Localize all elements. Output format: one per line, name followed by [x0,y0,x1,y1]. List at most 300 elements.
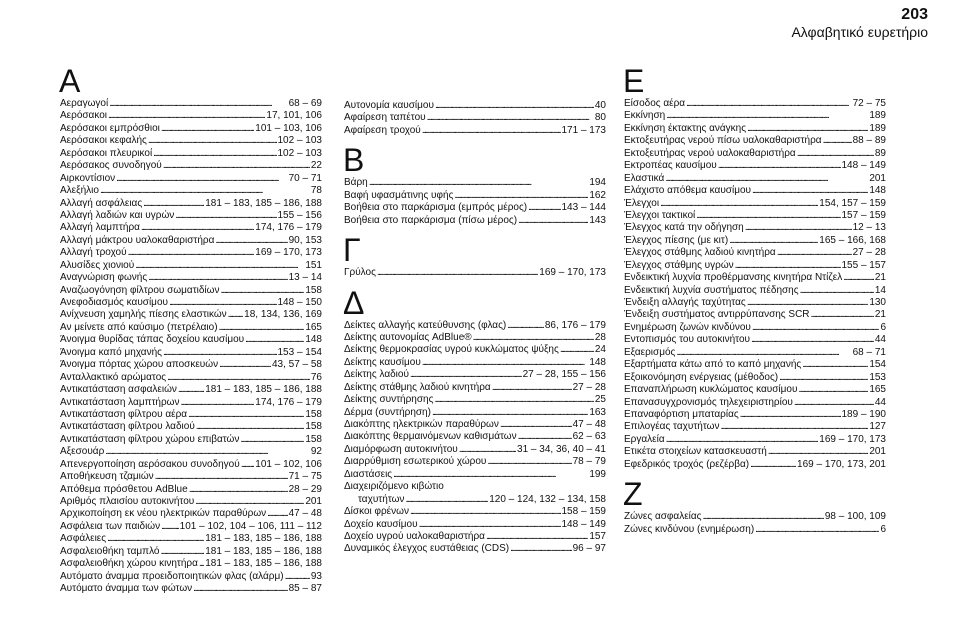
index-entry [60,421,322,433]
index-entry-pages: 102 – 103 [277,147,322,159]
dot-leader [811,309,874,321]
index-entry [344,267,606,279]
dot-leader [720,421,868,433]
index-entry-term: Αυτόματο άναμμα των φώτων [60,583,193,595]
index-entry [624,446,886,458]
index-entry [60,359,322,371]
dot-leader [802,359,868,371]
index-entry [60,558,322,570]
index-entry-pages: 151 [305,259,322,271]
dot-leader [702,511,823,523]
index-entry [344,100,606,112]
dot-leader [105,446,310,458]
index-entry-pages: 18, 134, 136, 169 [244,309,322,321]
index-entry [344,469,606,481]
index-entry [60,148,322,160]
index-entry-term: Εκτροπέας καυσίμου [624,160,717,172]
index-entry-term: Εντοπισμός του αυτοκινήτου [624,334,750,346]
index-entry-term: Εφεδρικός τροχός (ρεζέρβα) [624,458,750,470]
index-entry-term: Εξαρτήματα κάτω από το καπό μηχανής [624,359,802,371]
dot-leader [393,469,588,481]
index-entry [344,382,606,394]
index-entry-term: Ανίχνευση χαμηλής πίεσης ελαστικών [60,309,227,321]
index-entry [344,394,606,406]
index-entry [624,98,886,110]
index-entry-term: Ετικέτα στοιχείων κατασκευαστή [624,446,767,458]
index-entry-term: Δείκτης θερμοκρασίας υγρού κυκλώματος ψύξης [344,344,559,356]
dot-leader [518,431,572,443]
index-entry-pages: 158 [305,284,322,296]
index-letter-heading: Z [623,476,643,513]
index-entry-pages: 101 – 102, 106 [255,458,322,470]
index-entry-term: Βαφή υφασμάτινης υφής [344,189,454,201]
index-entry [60,347,322,359]
dot-leader [843,272,874,284]
index-entry-term: Αυτόματο άναμμα προειδοποιητικών φλας (αλάρμ) [60,570,284,582]
index-entry [60,173,322,185]
index-entry-term: Δοχείο υγρού υαλοκαθαριστήρα [344,530,485,542]
index-entry [624,222,886,234]
index-entry [60,285,322,297]
index-entry-pages: 165 – 166, 168 [819,234,886,246]
index-entry [60,334,322,346]
dot-leader [219,322,305,334]
index-entry [624,247,886,259]
dot-leader [196,421,305,433]
dot-leader [267,508,288,520]
index-entry-pages: 169 – 170, 173 [539,267,606,279]
index-entry [624,285,886,297]
index-entry-pages: 44 [874,396,886,408]
index-entry [624,322,886,334]
index-entry-term: Αλλαγή τροχού [60,247,127,259]
dot-leader [768,446,869,458]
index-entry-pages: 158 – 159 [561,506,606,518]
index-entry [344,481,606,493]
index-entry-pages: 143 [589,214,606,226]
index-entry-term: Ένδειξη συστήματος αντιρρύπανσης SCR [624,309,810,321]
index-letter-heading: Γ [343,232,361,269]
index-entry-term: Αφαίρεση τροχού [344,124,421,136]
dot-leader [686,98,852,110]
index-entry-term: Βάρη [344,177,368,189]
dot-leader [369,177,589,189]
index-entry [344,407,606,419]
index-entry-pages: 98 – 100, 109 [824,511,886,523]
index-entry-term: Γρύλος [344,267,376,279]
index-entry-term: Δείκτης καυσίμου [344,356,421,368]
dot-leader [377,267,538,279]
index-entry-pages: 169 – 170, 173 [255,247,322,259]
index-entry-pages: 28 – 29 [288,483,322,495]
index-entry-term: Εξαερισμός [624,346,676,358]
index-entry-term: Αερόσακοι κεφαλής [60,135,147,147]
index-entry-pages: 148 [869,185,886,197]
index-entry-term: Εξοικονόμηση ενέργειας (μέθοδος) [624,371,779,383]
index-entry-pages: 14 [874,284,886,296]
dot-leader [750,459,796,471]
dot-leader [560,344,594,356]
dot-leader [107,533,204,545]
dot-leader [169,297,277,309]
index-entry [60,583,322,595]
dot-leader [500,419,572,431]
index-entry-pages: 68 – 69 [288,98,322,109]
index-entry-pages: 68 – 71 [852,346,886,358]
index-entry-pages: 171 – 173 [561,124,606,136]
index-entry-pages: 165 [869,384,886,396]
index-entry-pages: 143 – 144 [561,202,606,214]
dot-leader [751,334,874,346]
index-entry [624,148,886,160]
index-entry-pages: 80 [594,112,606,124]
dot-leader [419,519,561,531]
index-entry-term: Δείκτες αλλαγής κατεύθυνσης (φλας) [344,319,507,331]
index-entry-term: Άνοιγμα καπό μηχανής [60,346,162,358]
index-entry-term: Ενημέρωση ζωνών κινδύνου [624,321,751,333]
index-entry-pages: 13 – 14 [288,272,322,284]
dot-leader [135,260,304,272]
index-entry [60,322,322,334]
index-entry-term: Ασφάλειες [60,533,107,545]
index-entry-term: Αναζωογόνηση φίλτρου σωματιδίων [60,284,220,296]
index-entry-term: Ένδειξη αλλαγής ταχύτητας [624,297,746,308]
index-entry-pages: 154, 157 – 159 [819,197,886,209]
index-entry-pages: 169 – 170, 173 [819,433,886,445]
dot-leader [285,571,310,583]
index-entry-term: Αλεξήλιο [60,185,99,197]
index-entry-term: Απενεργοποίηση αερόσακου συνοδηγού [60,458,240,470]
index-entry [60,496,322,508]
index-entry-term: Επανασυγχρονισμός τηλεχειριστηρίου [624,396,793,408]
index-entry-pages: 157 – 159 [841,209,886,221]
index-entry [60,521,322,533]
index-entry [624,397,886,409]
dot-leader [109,98,287,110]
dot-leader [518,215,588,227]
index-entry-pages: 40 [594,100,606,111]
index-entry-pages: 25 [594,394,606,406]
index-entry-term: Ασφαλειοθήκη ταμπλό [60,545,160,557]
dot-leader [219,359,271,371]
dot-leader [666,110,868,122]
index-entry-term: Αιρκοντίσιον [60,172,116,184]
index-entry-term: Ενδεικτική λυχνία προθέρμανσης κινητήρα Ντίζελ [624,272,843,284]
index-entry [60,247,322,259]
index-entry [60,459,322,471]
index-entry-pages: 47 – 48 [572,419,606,430]
index-entry-term: Ανταλλακτικό αρώματος [60,371,167,383]
index-letter-heading: B [343,142,365,179]
index-entry-term: Επιλογέας ταχυτήτων [624,421,720,433]
index-entry-term: Βοήθεια στο παρκάρισμα (πίσω μέρος) [344,214,518,226]
index-entry-pages: 181 – 183, 185 – 186, 188 [205,197,322,209]
index-entry-pages: 158 [305,408,322,420]
index-entry-pages: 155 – 156 [277,209,322,221]
index-entry-term: Αφαίρεση ταπέτου [344,112,426,124]
index-entry-pages: 181 – 183, 185 – 186, 188 [205,558,322,570]
dot-leader [153,148,276,160]
dot-leader [148,135,277,147]
index-entry [60,546,322,558]
index-entry-pages: 189 [869,110,886,122]
index-entry-pages: 120 – 124, 132 – 134, 158 [489,493,606,505]
dot-leader [155,471,288,483]
dot-leader [148,272,287,284]
index-entry-pages: 181 – 183, 185 – 186, 188 [205,545,322,557]
index-entry-pages: 101 – 102, 104 – 106, 111 – 112 [179,520,322,532]
index-entry-pages: 86, 176 – 179 [544,319,606,331]
index-entry [624,173,886,185]
index-entry-term: Αεραγωγοί [60,98,109,109]
index-entry [60,235,322,247]
index-entry-pages: 90, 153 [288,234,322,246]
index-entry [624,421,886,433]
index-entry-term: Ελάχιστο απόθεμα καυσίμου [624,185,751,197]
index-entry-term: Αλλαγή μάκτρου υαλοκαθαριστήρα [60,234,215,246]
dot-leader [696,210,840,222]
index-entry-pages: 201 [305,496,322,507]
dot-leader [163,347,277,359]
index-entry [344,177,606,189]
dot-leader [507,320,544,332]
index-entry-pages: 28 [594,331,606,343]
dot-leader [794,397,874,409]
index-entry [60,409,322,421]
index-entry [344,112,606,124]
index-entry-pages: 169 – 170, 173, 201 [797,458,886,470]
index-entry-pages: 27 – 28 [572,381,606,393]
page-header [791,6,928,41]
index-entry-term: Επαναπλήρωση κυκλώματος καυσίμου [624,384,798,396]
index-entry-pages: 43, 57 – 58 [271,359,322,371]
index-entry [344,202,606,214]
dot-leader [161,521,179,533]
index-entry-term: Διακόπτης θερμαινόμενων καθισμάτων [344,431,517,443]
index-entry-term: Δείκτης στάθμης λαδιού κινητήρα [344,381,491,393]
index-entry [60,123,322,135]
dot-leader [189,484,288,496]
index-entry-pages: 31 – 34, 36, 40 – 41 [517,443,606,455]
index-entry-term: ταχυτήτων [358,493,405,505]
index-entry-pages: 148 – 150 [277,297,322,308]
index-entry-pages: 22 [310,160,322,172]
index-entry [60,309,322,321]
dot-leader [747,297,869,309]
dot-leader [752,322,880,334]
index-entry-term: Αερόσακος συνοδηγού [60,160,162,172]
index-entry [624,297,886,309]
dot-leader [240,434,304,446]
index-entry-pages: 201 [869,446,886,458]
dot-leader [188,409,304,421]
index-entry-term: Διαμόρφωση αυτοκινήτου [344,443,458,455]
index-entry [344,543,606,555]
index-entry-pages: 154 [869,359,886,371]
index-entry [344,456,606,468]
index-entry-pages: 157 [589,530,606,542]
index-entry-term: Βοήθεια στο παρκάρισμα (εμπρός μέρος) [344,202,528,214]
index-entry-pages: 194 [589,177,606,189]
index-entry-term: Διαχειριζόμενο κιβώτιο [344,481,444,493]
dot-leader [454,190,588,202]
dot-leader [178,384,204,396]
index-entry-term: Αναγνώριση φωνής [60,272,148,284]
index-entry-pages: 153 – 154 [277,346,322,358]
index-entry-pages: 174, 176 – 179 [255,222,322,234]
index-entry-term: Έλεγχοι [624,197,660,209]
index-entry-term: Έλεγχος πίεσης (με κιτ) [624,234,729,246]
index-entry-term: Έλεγχος στάθμης λαδιού κινητήρα [624,247,776,259]
index-entry-pages: 165 [305,321,322,333]
dot-leader [666,434,819,446]
dot-leader [729,235,818,247]
index-entry-pages: 127 [869,421,886,433]
index-entry-term: Εκκίνηση [624,110,666,122]
dot-leader [427,112,594,124]
index-entry [624,511,886,523]
index-entry-pages: 181 – 183, 185 – 186, 188 [205,384,322,396]
index-entry [60,160,322,172]
index-entry-pages: 27 – 28 [852,247,886,259]
index-letter-heading: E [623,63,645,99]
index-entry [344,357,606,369]
index-entry [60,434,322,446]
index-entry-term: Έλεγχος κατά την οδήγηση [624,222,744,234]
dot-leader [486,531,588,543]
index-entry-term: Αυτονομία καυσίμου [344,100,434,111]
index-entry [344,215,606,227]
index-entry [60,471,322,483]
dot-leader [422,357,589,369]
index-entry [344,431,606,443]
dot-leader [798,384,868,396]
index-entry-term: Διαρρύθμιση εσωτερικού χώρου [344,456,487,468]
index-entry-term: Έλεγχος στάθμης υγρών [624,259,734,271]
index-entry [60,484,322,496]
index-entry [624,123,886,135]
index-entry [624,459,886,471]
dot-leader [434,394,593,406]
index-entry [60,297,322,309]
index-entry-pages: 21 [874,309,886,321]
index-entry [344,444,606,456]
index-entry [60,446,322,458]
index-entry-term: Ενδεικτική λυχνία συστήματος πέδησης [624,284,799,296]
index-entry [624,185,886,197]
dot-leader [175,210,276,222]
index-entry [344,344,606,356]
index-entry [60,272,322,284]
index-entry-term: Διαστάσεις [344,468,393,480]
index-entry-pages: 162 [589,189,606,201]
index-entry-term: Ασφάλεια των παιδιών [60,520,161,532]
index-entry-pages: 44 [874,334,886,346]
dot-leader [779,372,868,384]
index-column-1 [60,64,322,596]
index-entry [624,235,886,247]
index-entry [344,125,606,137]
index-entry-term: Ανεφοδιασμός καυσίμου [60,297,168,308]
index-entry-term: Απόθεμα πρόσθετου AdBlue [60,483,188,495]
index-entry-term: Δέρμα (συντήρηση) [344,406,431,418]
dot-leader [163,160,310,172]
dot-leader [676,347,851,359]
index-entry-term: Αλλαγή λαδιών και υγρών [60,209,175,221]
index-entry [624,210,886,222]
dot-leader [755,524,879,536]
dot-leader [405,494,488,506]
index-entry-term: Αντικατάσταση λαμπτήρων [60,396,180,408]
index-entry [344,494,606,506]
dot-leader [747,123,868,135]
index-entry-pages: 158 [305,421,322,433]
index-entry [624,160,886,172]
dot-leader [108,110,265,122]
index-entry-pages: 148 – 149 [841,160,886,172]
index-entry-term: Εργαλεία [624,433,665,445]
dot-leader [660,198,818,210]
index-entry-pages: 153 [869,371,886,383]
index-entry-term: Αν μείνετε από καύσιμο (πετρέλαιο) [60,321,218,333]
index-entry-pages: 189 [869,122,886,134]
dot-leader [143,198,204,210]
dot-leader [665,173,868,185]
dot-leader [510,543,572,555]
index-entry [60,533,322,545]
index-entry-pages: 88 – 89 [852,135,886,147]
dot-leader [180,397,254,409]
index-entry-pages: 158 [305,433,322,445]
index-entry-term: Αποθήκευση τζαμιών [60,471,154,483]
dot-leader [193,583,287,595]
index-entry-pages: 101 – 103, 106 [255,122,322,134]
index-entry-term: Αλυσίδες χιονιού [60,259,135,271]
dot-leader [167,372,310,384]
dot-leader [459,444,516,456]
dot-leader [740,409,841,421]
index-entry-pages: 76 [310,371,322,383]
dot-leader [735,260,841,272]
index-entry [624,434,886,446]
index-entry [60,222,322,234]
index-entry-term: Άνοιγμα πόρτας χώρου αποσκευών [60,359,219,371]
index-letter-heading: A [59,63,81,99]
index-entry [624,198,886,210]
index-entry-pages: 24 [594,344,606,356]
index-entry-term: Έλεγχοι τακτικοί [624,209,696,221]
dot-leader [215,235,287,247]
index-entry-pages: 85 – 87 [288,583,322,595]
index-entry-pages: 47 – 48 [288,508,322,520]
index-entry-term: Αλλαγή ασφάλειας [60,197,143,209]
index-entry [60,198,322,210]
dot-leader [473,332,594,344]
dot-leader [100,185,310,197]
index-entry-pages: 93 [310,570,322,582]
index-entry-term: Άνοιγμα θυρίδας τάπας δοχείου καυσίμου [60,334,245,346]
index-entry [344,332,606,344]
index-entry [624,260,886,272]
index-entry-term: Αερόσακοι [60,110,107,122]
dot-leader [228,309,243,321]
index-entry-pages: 92 [310,446,322,458]
index-entry [60,372,322,384]
index-entry-term: Αντικατάσταση φίλτρου χώρου επιβατών [60,433,240,445]
index-entry-pages: 102 – 103 [277,135,322,147]
dot-leader [797,148,874,160]
index-entry [60,210,322,222]
